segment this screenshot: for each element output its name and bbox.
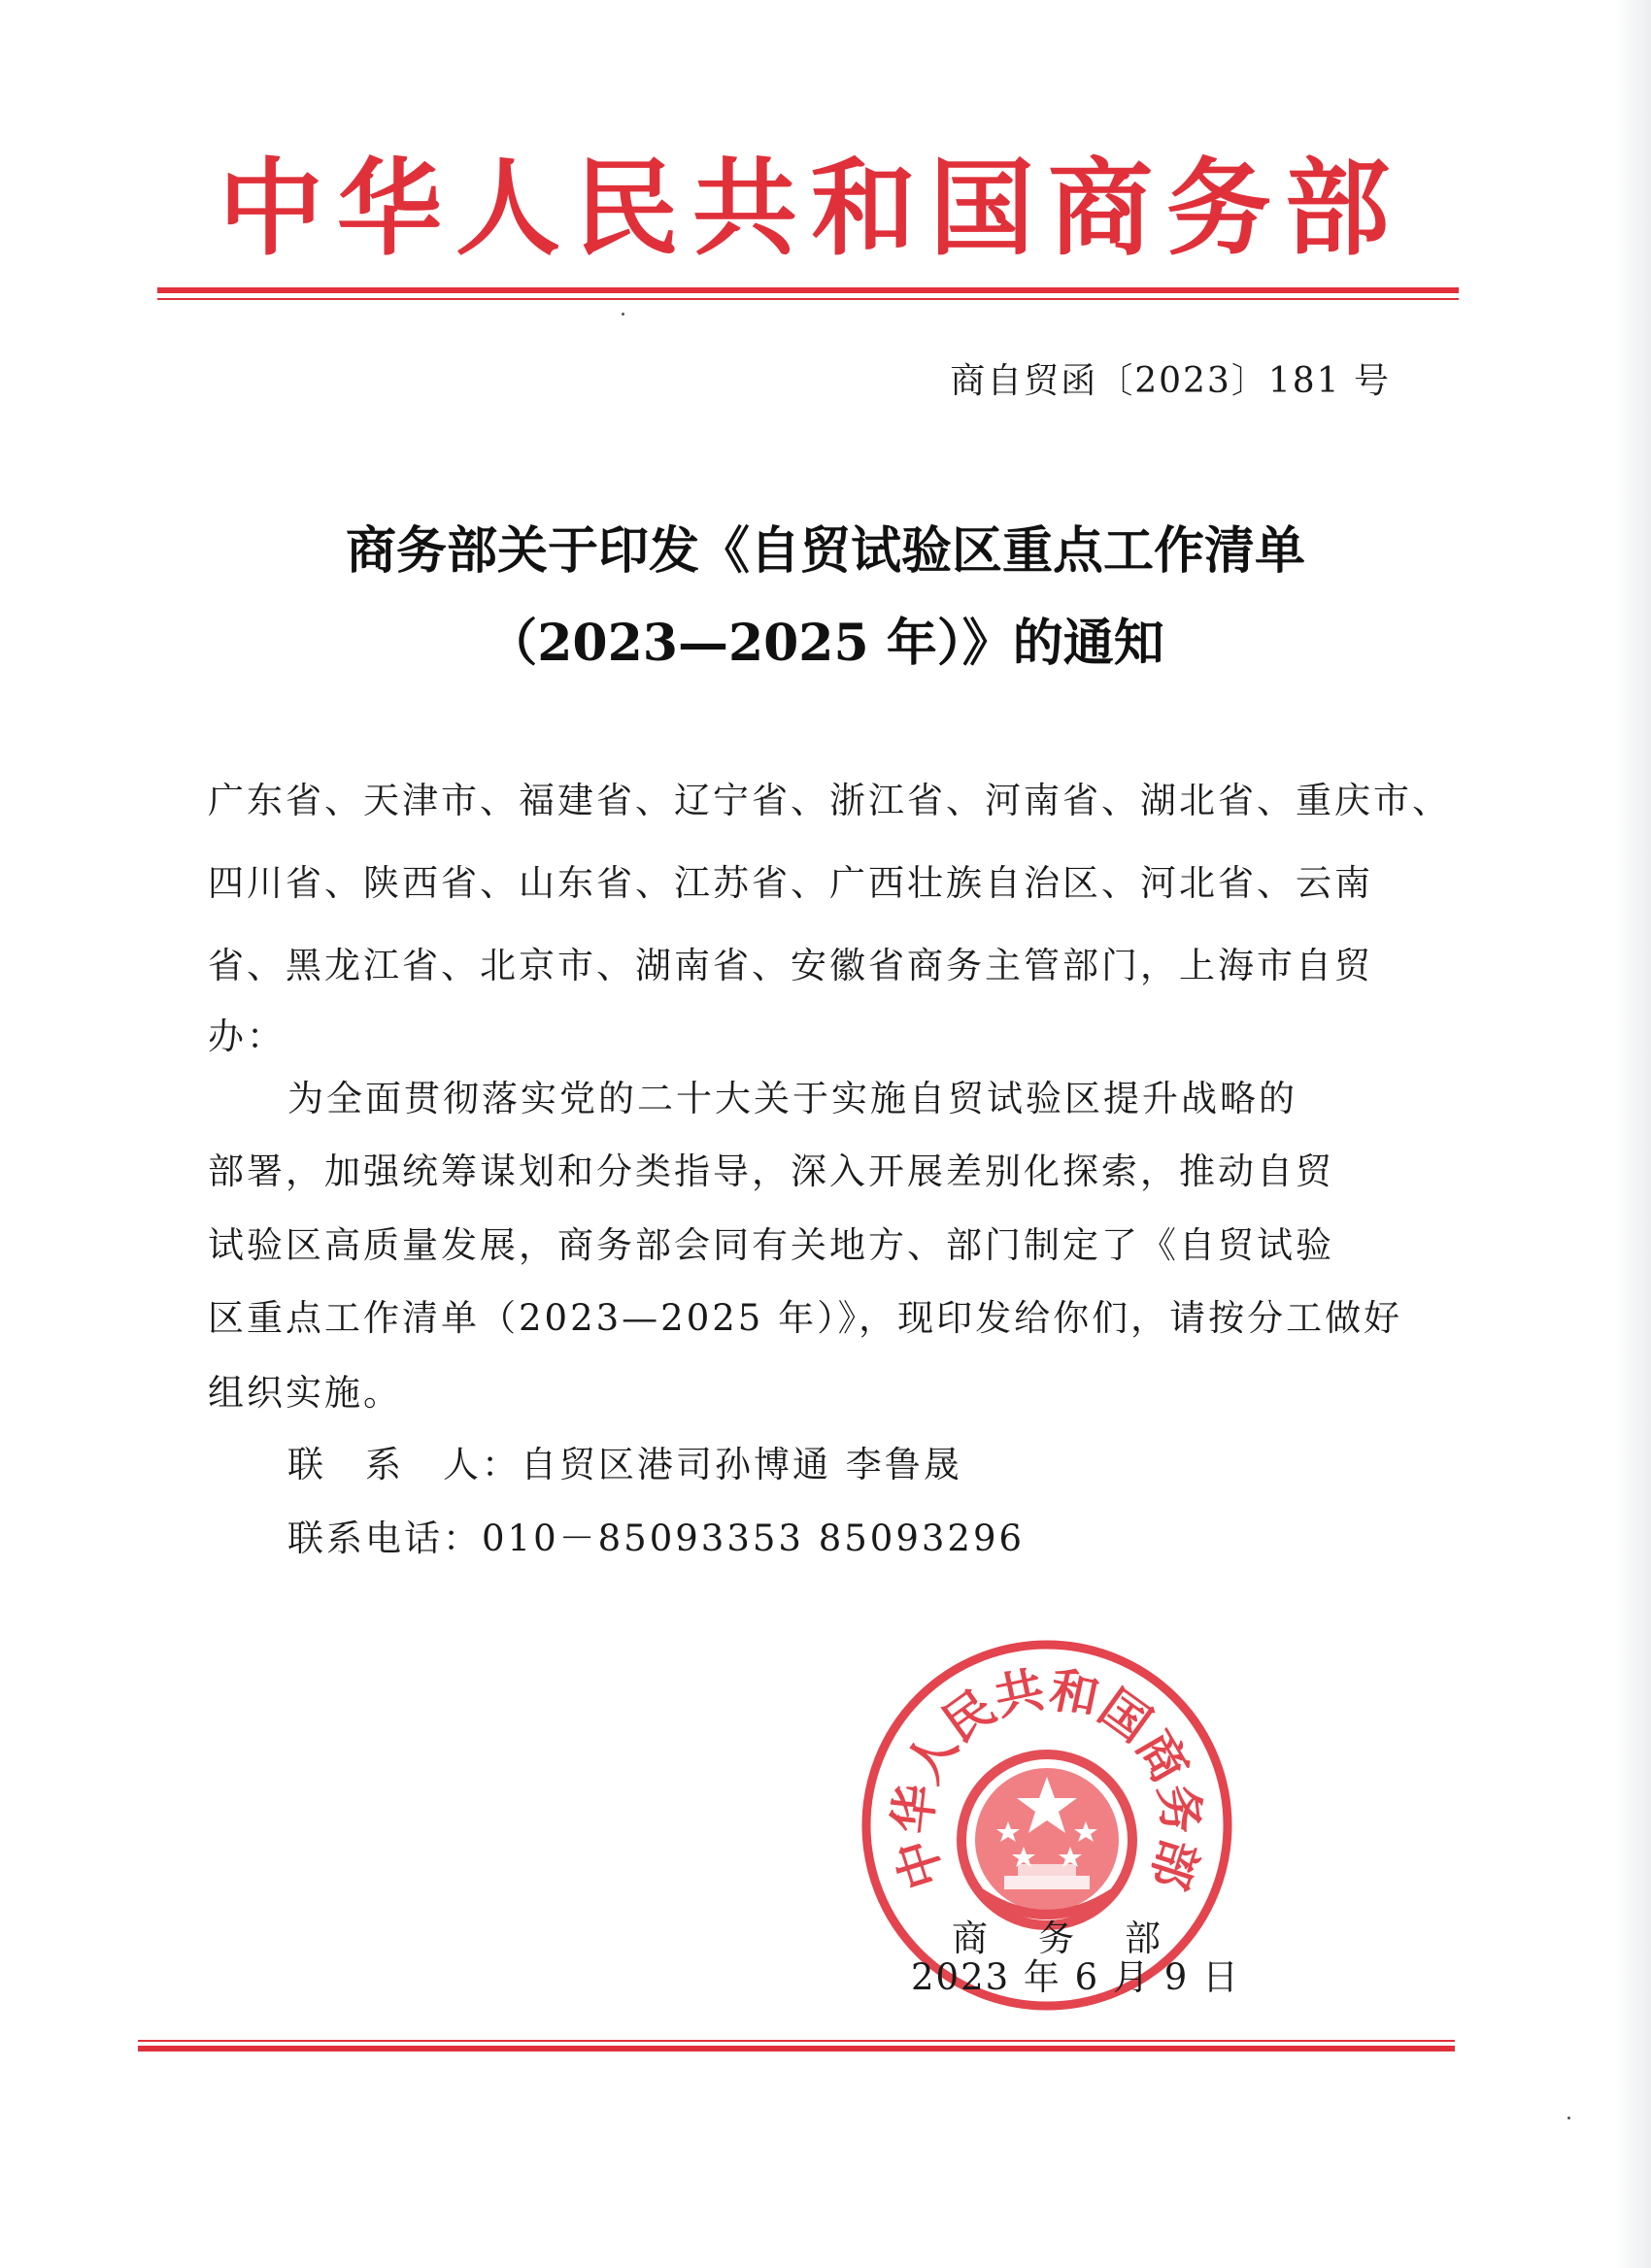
signing-organization: 商务部 (952, 1918, 1211, 1959)
footer-rule-thin (138, 2040, 1455, 2042)
body-line: 为全面贯彻落实党的二十大关于实施自贸试验区提升战略的 (287, 1078, 1297, 1119)
body-line: 省、黑龙江省、北京市、湖南省、安徽省商务主管部门，上海市自贸 (208, 945, 1373, 986)
masthead-organization: 中华人民共和国商务部 (218, 148, 1403, 270)
body-line: 组织实施。 (208, 1372, 402, 1414)
contact-phone: 联系电话：010－85093353 85093296 (287, 1518, 1026, 1559)
title-line-2: （2023—2025 年）》的通知 (487, 614, 1164, 673)
scan-speck (622, 313, 624, 316)
body-line: 部署，加强统筹谋划和分类指导，深入开展差别化探索，推动自贸 (208, 1151, 1334, 1192)
contact-person: 联 系 人：自贸区港司孙博通 李鲁晟 (287, 1444, 962, 1485)
body-line: 办： (208, 1016, 286, 1057)
masthead-rule-thick (157, 287, 1459, 293)
national-emblem (961, 1754, 1132, 1925)
seal-text: 中华人民共和国商务部 (884, 1660, 1210, 1896)
body-line: 试验区高质量发展，商务部会同有关地方、部门制定了《自贸试验 (208, 1224, 1334, 1266)
body-line: 区重点工作清单（2023—2025 年）》，现印发给你们，请按分工做好 (208, 1297, 1403, 1339)
page-edge-shadow (1614, 0, 1651, 2268)
document-number: 商自贸函〔2023〕181 号 (950, 361, 1391, 401)
body-line: 广东省、天津市、福建省、辽宁省、浙江省、河南省、湖北省、重庆市、 (208, 780, 1451, 821)
masthead-rule-thin (157, 298, 1459, 300)
scan-speck (1567, 2117, 1570, 2119)
footer-rule-thick (138, 2046, 1455, 2051)
signing-date: 2023 年 6 月 9 日 (911, 1956, 1241, 1998)
body-line: 四川省、陕西省、山东省、江苏省、广西壮族自治区、河北省、云南 (208, 862, 1373, 904)
title-line-1: 商务部关于印发《自贸试验区重点工作清单 (345, 521, 1305, 581)
